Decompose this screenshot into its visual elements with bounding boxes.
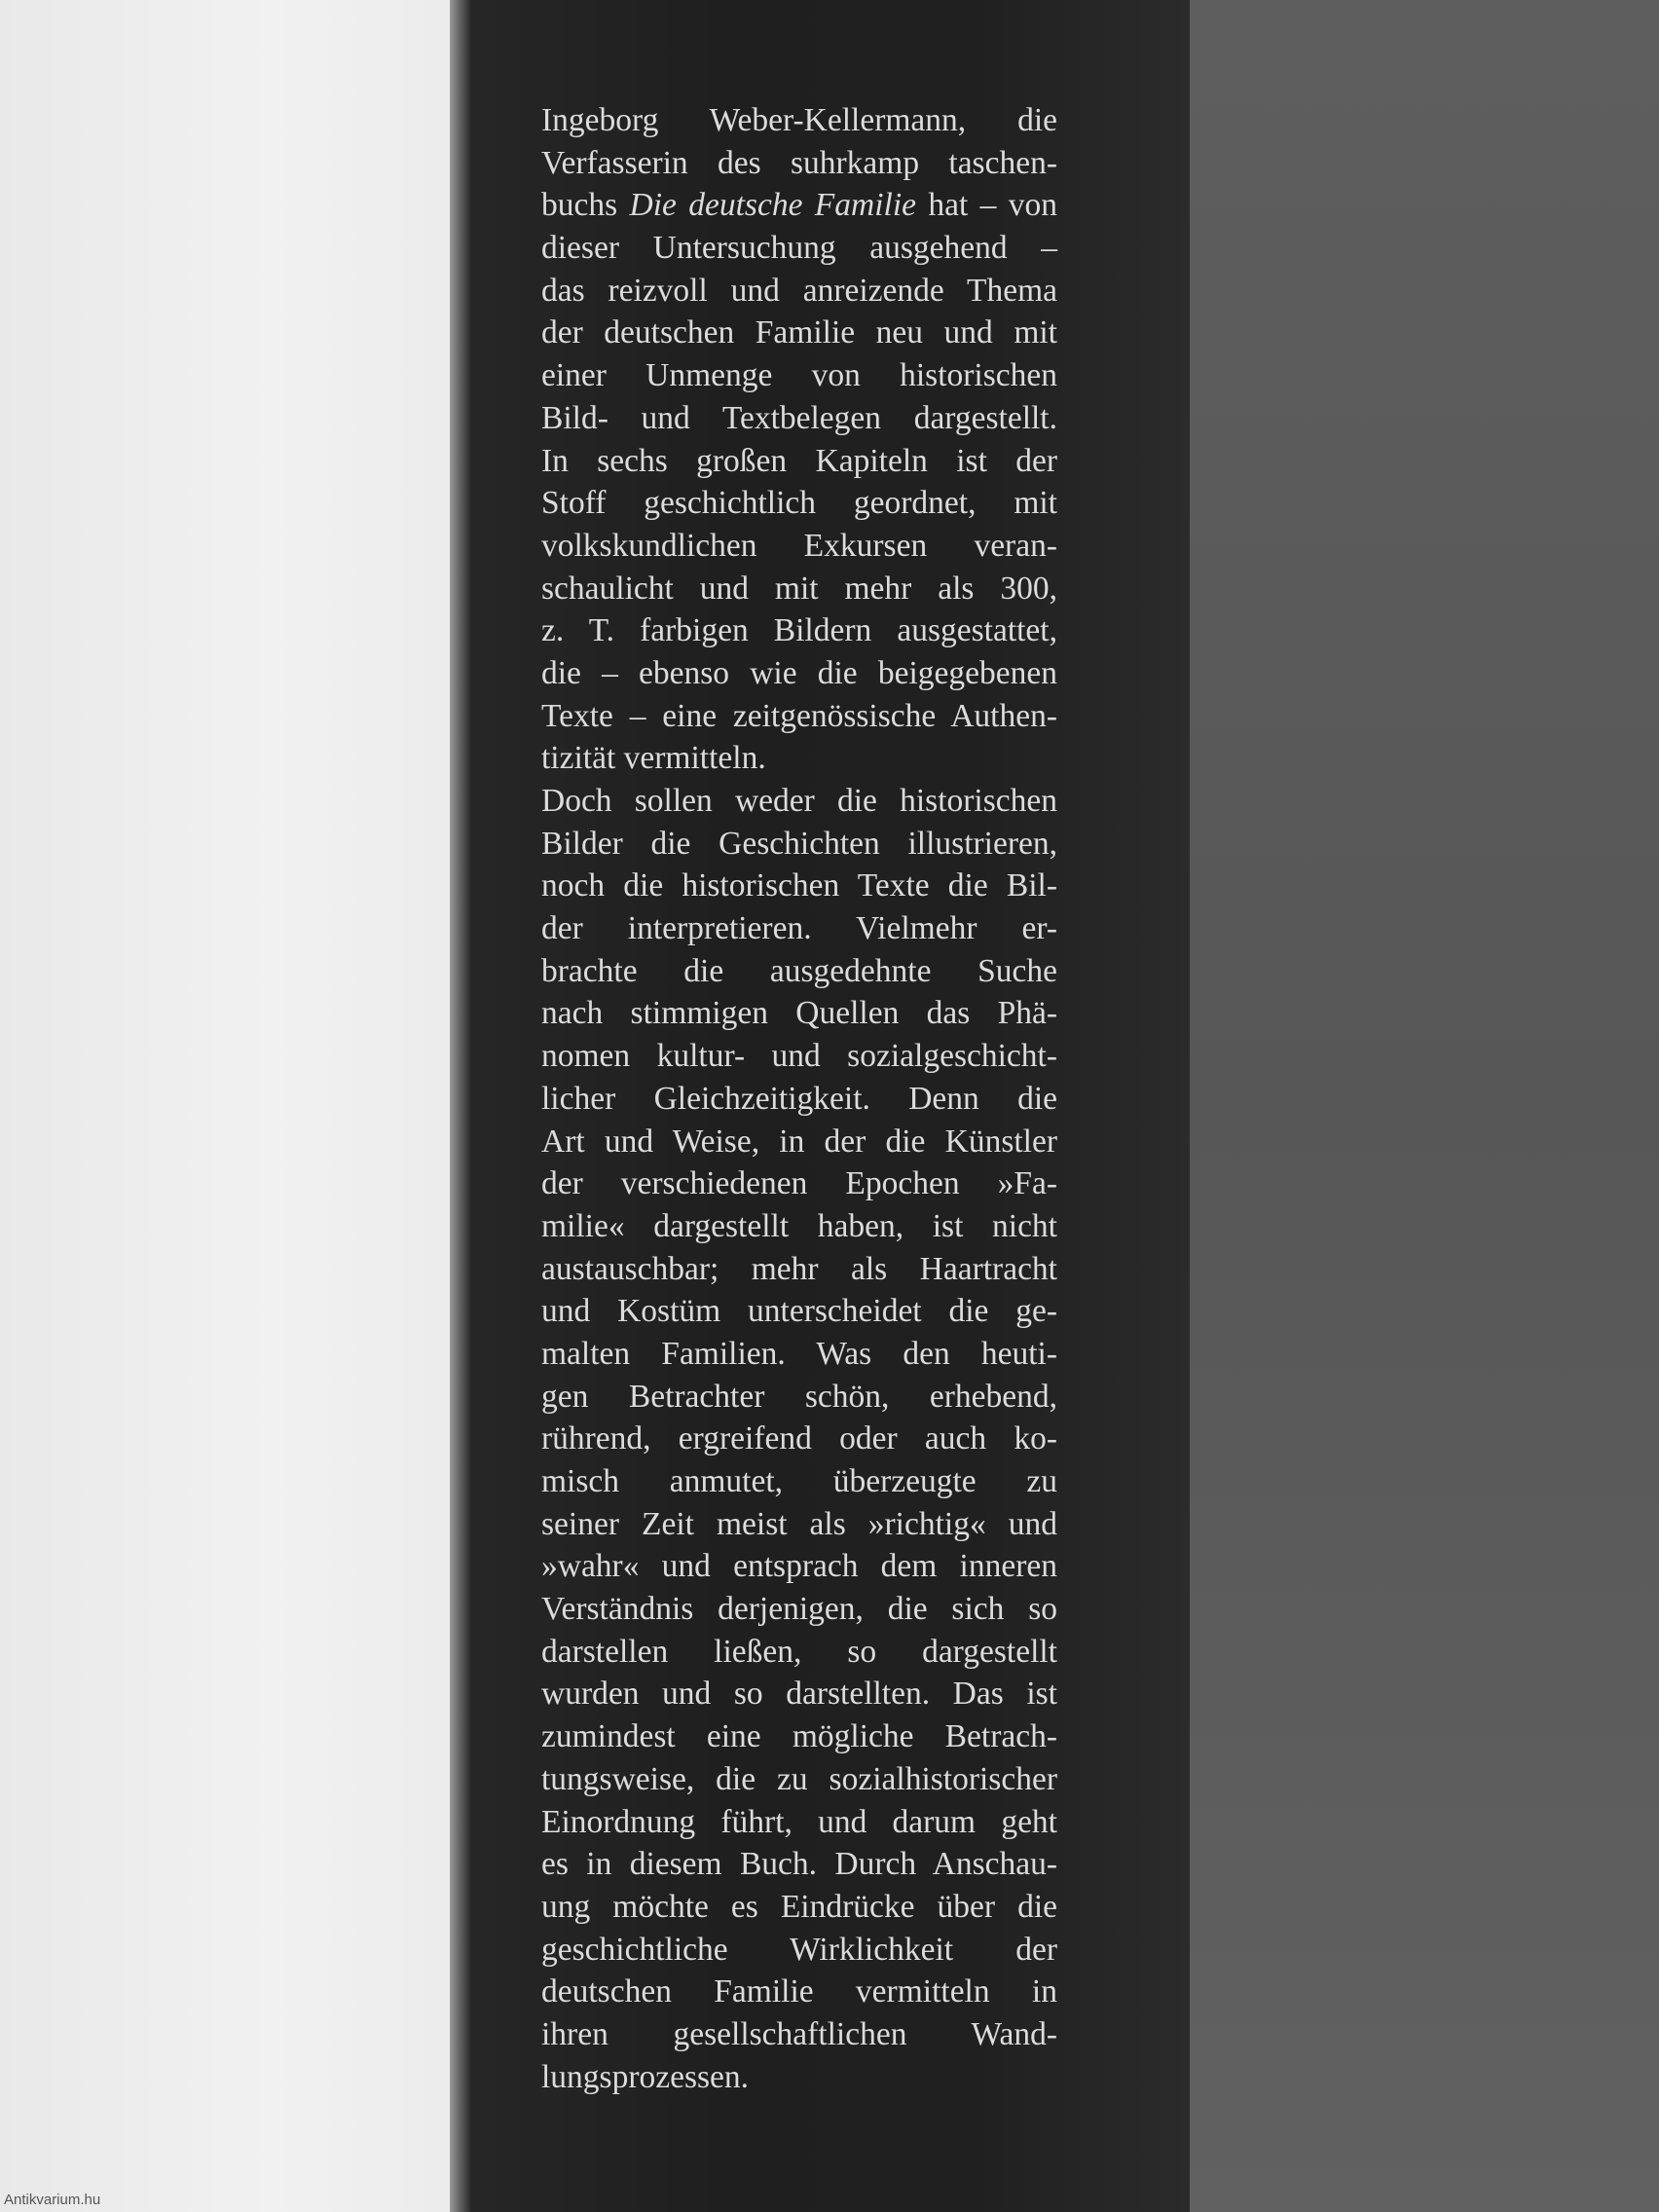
blurb-line: tungsweise, die zu sozialhistorischer xyxy=(541,1760,1057,1797)
blurb-line: die – ebenso wie die beigegebenen xyxy=(541,654,1057,691)
blurb-line: In sechs großen Kapiteln ist der xyxy=(541,442,1057,479)
blurb-line xyxy=(541,184,1057,227)
blurb-line: es in diesem Buch. Durch Anschau- xyxy=(541,1846,1057,1883)
blurb-line: gen Betrachter schön, erhebend, xyxy=(541,1378,1057,1415)
jacket-blurb-text xyxy=(541,99,1057,2098)
blurb-line: »wahr« und entsprach dem inneren xyxy=(541,1548,1057,1585)
blurb-line: Verfasserin des suhrkamp taschen- xyxy=(541,144,1057,181)
blurb-line: licher Gleichzeitigkeit. Denn die xyxy=(541,1080,1057,1117)
blurb-line: geschichtliche Wirklichkeit der xyxy=(541,1931,1057,1968)
blurb-line: der verschiedenen Epochen »Fa- xyxy=(541,1165,1057,1202)
blurb-line: darstellen ließen, so dargestellt xyxy=(541,1633,1057,1670)
blurb-line: Ingeborg Weber-Kellermann, die xyxy=(541,102,1057,138)
blurb-line: nach stimmigen Quellen das Phä- xyxy=(541,995,1057,1032)
blurb-line: Texte – eine zeitgenössische Authen- xyxy=(541,697,1057,734)
blurb-line: Doch sollen weder die historischen xyxy=(541,783,1057,819)
blurb-line: deutschen Familie vermitteln in xyxy=(541,1973,1057,2010)
blurb-line: brachte die ausgedehnte Suche xyxy=(541,952,1057,989)
watermark-text: Antikvarium.hu xyxy=(4,2192,101,2208)
blurb-line: der interpretieren. Vielmehr er- xyxy=(541,910,1057,947)
blurb-line: Bild- und Textbelegen dargestellt. xyxy=(541,399,1057,436)
blurb-line: rührend, ergreifend oder auch ko- xyxy=(541,1420,1057,1457)
blurb-line-pre: buchs xyxy=(541,187,630,224)
blurb-line: schaulicht und mit mehr als 300, xyxy=(541,570,1057,607)
blurb-line: volkskundlichen Exkursen veran- xyxy=(541,527,1057,564)
blurb-line: nomen kultur- und sozialgeschicht- xyxy=(541,1038,1057,1075)
flap-spine-edge xyxy=(450,0,471,2212)
blurb-line: lungsprozessen. xyxy=(541,2058,750,2095)
blurb-line: malten Familien. Was den heuti- xyxy=(541,1335,1057,1372)
blurb-line: Stoff geschichtlich geordnet, mit xyxy=(541,485,1057,522)
blurb-line: tizität vermitteln. xyxy=(541,740,766,777)
blurb-line: einer Unmenge von historischen xyxy=(541,357,1057,394)
blurb-line: dieser Untersuchung ausgehend – xyxy=(541,230,1057,267)
white-book-page xyxy=(0,0,450,2212)
blurb-line: ihren gesellschaftlichen Wand- xyxy=(541,2015,1057,2052)
blurb-line: der deutschen Familie neu und mit xyxy=(541,314,1057,351)
blurb-line-post: hat – von xyxy=(916,187,1057,224)
blurb-line: seiner Zeit meist als »richtig« und xyxy=(541,1505,1057,1542)
blurb-line: Bilder die Geschichten illustrieren, xyxy=(541,825,1057,862)
blurb-line: misch anmutet, überzeugte zu xyxy=(541,1463,1057,1499)
blurb-line: wurden und so darstellten. Das ist xyxy=(541,1676,1057,1713)
blurb-line: austauschbar; mehr als Haartracht xyxy=(541,1250,1057,1287)
blurb-line: Verständnis derjenigen, die sich so xyxy=(541,1591,1057,1628)
blurb-line: milie« dargestellt haben, ist nicht xyxy=(541,1207,1057,1244)
blurb-line: noch die historischen Texte die Bil- xyxy=(541,867,1057,904)
blurb-line: Einordnung führt, und darum geht xyxy=(541,1803,1057,1840)
blurb-line: zumindest eine mögliche Betrach- xyxy=(541,1718,1057,1755)
book-title-italic: Die deutsche Familie xyxy=(629,187,916,224)
blurb-line: ung möchte es Eindrücke über die xyxy=(541,1888,1057,1925)
blurb-line: und Kostüm unterscheidet die ge- xyxy=(541,1293,1057,1330)
blurb-line: das reizvoll und anreizende Thema xyxy=(541,272,1057,309)
gray-endpaper xyxy=(1190,0,1659,2212)
blurb-line: z. T. farbigen Bildern ausgestattet, xyxy=(541,612,1057,649)
blurb-line: Art und Weise, in der die Künstler xyxy=(541,1123,1057,1160)
